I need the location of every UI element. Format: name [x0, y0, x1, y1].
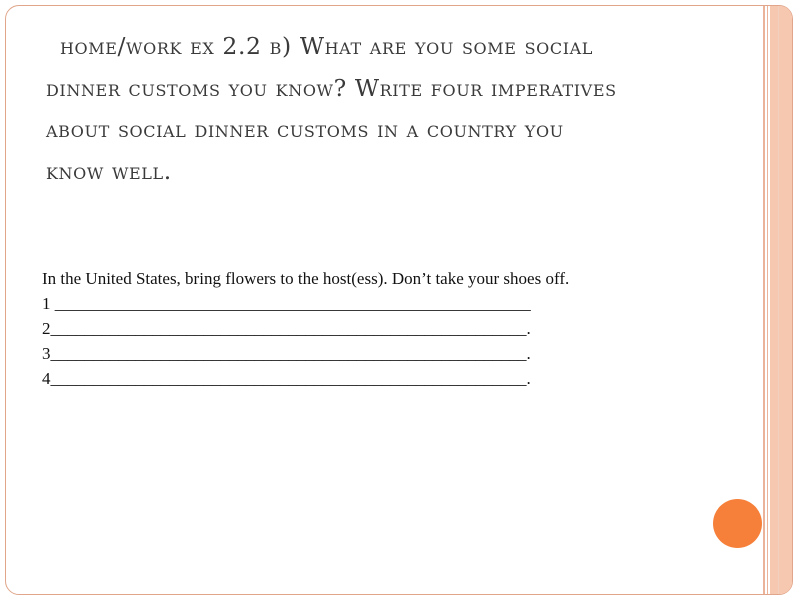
decorative-band-line — [763, 6, 765, 594]
answer-line-2: 2________________________________________________________. — [42, 319, 531, 338]
decorative-band-line — [778, 6, 779, 594]
answer-line-1: 1 ________________________________________________________ — [42, 294, 531, 313]
answer-line-4: 4________________________________________________________. — [42, 369, 531, 388]
slide-title — [46, 26, 758, 192]
slide-body — [42, 266, 762, 391]
title-line: dinner customs you know? Write four imperatives — [46, 73, 617, 102]
decorative-side-band — [770, 6, 792, 594]
title-line: home/work ex 2.2 b) What are you some social — [60, 32, 594, 60]
title-line: about social dinner customs in a country you — [46, 115, 564, 143]
decorative-band-line — [767, 6, 768, 594]
answer-line-3: 3________________________________________________________. — [42, 344, 531, 363]
orange-circle-decoration — [713, 499, 762, 548]
title-line: know well. — [46, 156, 172, 185]
example-sentence: In the United States, bring flowers to the host(ess). Don’t take your shoes off. — [42, 269, 570, 288]
